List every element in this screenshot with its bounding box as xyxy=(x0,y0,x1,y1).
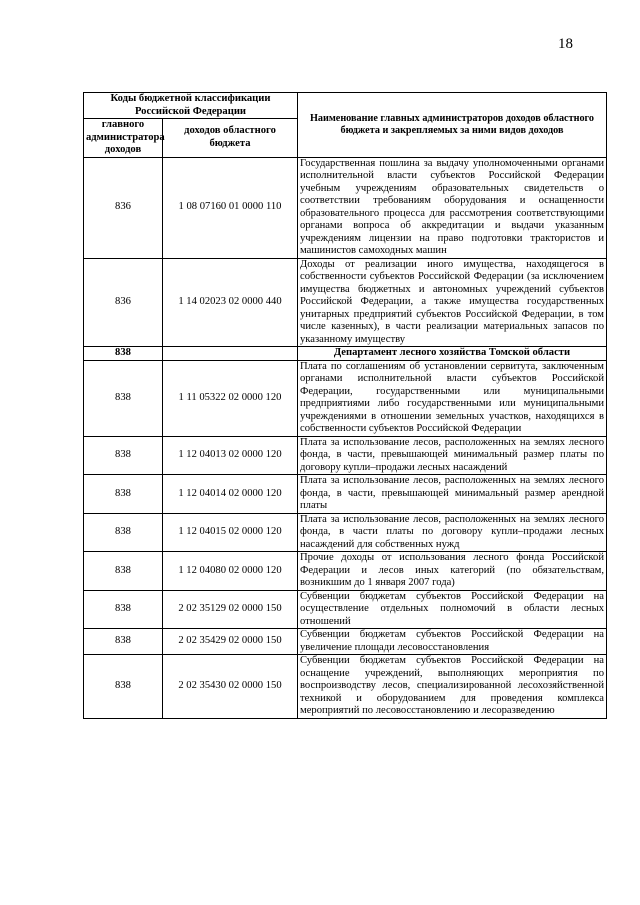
budget-classification-table xyxy=(83,92,607,719)
income-code-cell: 1 12 04013 02 0000 120 xyxy=(163,436,298,475)
codes-group-header: Коды бюджетной классификации Российской Федерации xyxy=(84,93,298,119)
table-row xyxy=(84,655,607,719)
page-number: 18 xyxy=(558,36,573,52)
admin-code-cell: 838 xyxy=(84,655,163,719)
table-row xyxy=(84,513,607,552)
income-code-cell: 1 12 04014 02 0000 120 xyxy=(163,475,298,514)
income-name-cell: Плата по соглашениям об установлении сервитута, заключенным органами исполнительной власти субъектов Российской Федерации, государственными или муниципальными предприятиями либо государственными или муниципальными учреждениями в отношении земельных участков, находящихся в собственности субъектов Российской Федерации xyxy=(298,360,607,436)
admin-code-cell: 836 xyxy=(84,258,163,347)
admin-code-cell: 838 xyxy=(84,360,163,436)
admin-code-cell: 838 xyxy=(84,552,163,591)
income-name-cell: Плата за использование лесов, расположенных на землях лесного фонда, в части, превышающей минимальный размер арендной платы xyxy=(298,475,607,514)
admin-code-cell: 836 xyxy=(84,157,163,258)
income-name-cell: Субвенции бюджетам субъектов Российской Федерации на оснащение учреждений, выполняющих мероприятия по воспроизводству лесов, специализированной лесохозяйственной техникой и оборудованием для проведения комплекса мероприятий по лесовосстановлению и лесоразведению xyxy=(298,655,607,719)
table-body xyxy=(84,157,607,718)
income-column-header: доходов областного бюджета xyxy=(163,119,298,158)
admin-code-cell: 838 xyxy=(84,436,163,475)
admin-code-cell: 838 xyxy=(84,475,163,514)
department-name-cell: Департамент лесного хозяйства Томской области xyxy=(298,347,607,361)
admin-code-cell: 838 xyxy=(84,629,163,655)
income-name-cell: Прочие доходы от использования лесного фонда Российской Федерации и лесов иных категорий (по обязательствам, возникшим до 1 января 2007 года) xyxy=(298,552,607,591)
table-row xyxy=(84,157,607,258)
income-code-cell: 1 12 04080 02 0000 120 xyxy=(163,552,298,591)
department-row xyxy=(84,347,607,361)
table-row xyxy=(84,258,607,347)
income-name-cell: Субвенции бюджетам субъектов Российской Федерации на осуществление отдельных полномочий в области лесных отношений xyxy=(298,590,607,629)
income-code-cell xyxy=(163,347,298,361)
income-name-cell: Плата за использование лесов, расположенных на землях лесного фонда, в части платы по договору купли–продажи лесных насаждений для собственных нужд xyxy=(298,513,607,552)
income-code-cell: 1 12 04015 02 0000 120 xyxy=(163,513,298,552)
income-code-cell: 1 11 05322 02 0000 120 xyxy=(163,360,298,436)
table-row xyxy=(84,436,607,475)
admin-code-cell: 838 xyxy=(84,513,163,552)
income-code-cell: 2 02 35429 02 0000 150 xyxy=(163,629,298,655)
income-name-cell: Государственная пошлина за выдачу уполномоченными органами исполнительной власти субъектов Российской Федерации учебным учреждениям образовательных свидетельств о соответствии требованиям оборудования и оснащенности образовательного процесса для рассмотрения соответствующими органами вопроса об аккредитации и выдачи указанным учреждениям лицензии на право подготовки трактористов и машинистов самоходных машин xyxy=(298,157,607,258)
admin-column-header: главного администратора доходов xyxy=(84,119,163,158)
income-code-cell: 1 14 02023 02 0000 440 xyxy=(163,258,298,347)
table-row xyxy=(84,590,607,629)
name-column-header: Наименование главных администраторов доходов областного бюджета и закрепляемых за ними видов доходов xyxy=(298,93,607,158)
income-name-cell: Доходы от реализации иного имущества, находящегося в собственности субъектов Российской Федерации (за исключением имущества бюджетных и автономных учреждений субъектов Российской Федерации, а также имущества государственных унитарных предприятий субъектов Российской Федерации, в том числе казенных), в части реализации материальных запасов по указанному имуществу xyxy=(298,258,607,347)
table-row xyxy=(84,360,607,436)
income-code-cell: 2 02 35430 02 0000 150 xyxy=(163,655,298,719)
admin-code-cell: 838 xyxy=(84,590,163,629)
income-name-cell: Субвенции бюджетам субъектов Российской Федерации на увеличение площади лесовосстановления xyxy=(298,629,607,655)
income-code-cell: 2 02 35129 02 0000 150 xyxy=(163,590,298,629)
table-row xyxy=(84,475,607,514)
table-row xyxy=(84,552,607,591)
admin-code-cell: 838 xyxy=(84,347,163,361)
income-name-cell: Плата за использование лесов, расположенных на землях лесного фонда, в части, превышающей минимальный размер платы по договору купли–продажи лесных насаждений xyxy=(298,436,607,475)
table-row xyxy=(84,629,607,655)
income-code-cell: 1 08 07160 01 0000 110 xyxy=(163,157,298,258)
